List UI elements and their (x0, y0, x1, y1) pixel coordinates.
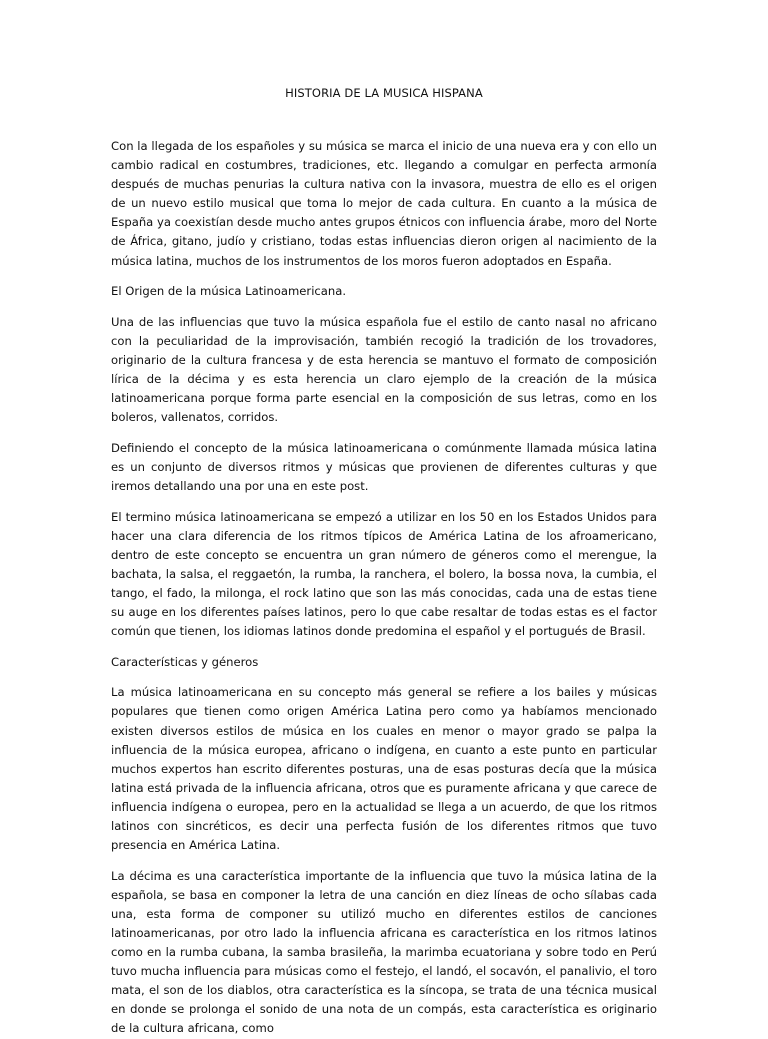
paragraph-decima: La décima es una característica importante de la influencia que tuvo la música latina de la española, se basa en componer la letra de una canción en diez líneas de ocho sílabas cada una, esta forma de componer su utilizó mucho en diferentes estilos de canciones latinoamericanas, por otro lado la influencia africana es característica en los ritmos latinos como en la rumba cubana, la samba brasileña, la marimba ecuatoriana y sobre todo en Perú tuvo mucha influencia para músicas como el festejo, el landó, el socavón, el panalivio, el toro mata, el son de los diablos, otra característica es la síncopa, se trata de una técnica musical en donde se prolonga el sonido de una nota de un compás, esta característica es originario de la cultura africana, como (111, 868, 657, 1036)
paragraph-termino: El termino música latinoamericana se empezó a utilizar en los 50 en los Estados Unidos para hacer una clara diferencia de los ritmos típicos de América Latina de los afroamericano, dentro de este concepto se encuentra un gran número de géneros como el merengue, la bachata, la salsa, el reggaetón, la rumba, la ranchera, el bolero, la bossa nova, la cumbia, el tango, el fado, la milonga, el rock latino que son las más conocidas, cada una de estas tiene su auge en los diferentes países latinos, pero lo que cabe resaltar de todas estas es el factor común que tienen, los idiomas latinos donde predomina el español y el portugués de Brasil. (111, 509, 657, 639)
document-title: HISTORIA DE LA MUSICA HISPANA (285, 86, 483, 100)
paragraph-intro: Con la llegada de los españoles y su música se marca el inicio de una nueva era y con ello un cambio radical en costumbres, tradiciones, etc. llegando a comulgar en perfecta armonía después de muchas penurias la cultura nativa con la invasora, muestra de ello es el origen de un nuevo estilo musical que toma lo mejor de cada cultura. En cuanto a la música de España ya coexistían desde mucho antes grupos étnicos con influencia árabe, moro del Norte de África, gitano, judío y cristiano, todas estas influencias dieron origen al nacimiento de la música latina, muchos de los instrumentos de los moros fueron adoptados en España. (111, 139, 657, 268)
section-heading-origen: El Origen de la música Latinoamericana. (111, 284, 347, 299)
paragraph-definicion: Definiendo el concepto de la música latinoamericana o comúnmente llamada música latina es un conjunto de diversos ritmos y músicas que provienen de diferentes culturas y que iremos detallando una por una en este post. (111, 440, 657, 493)
section-heading-caracteristicas: Características y géneros (111, 654, 259, 669)
paragraph-concepto-general: La música latinoamericana en su concepto más general se refiere a los bailes y músicas populares que tienen como origen América Latina pero como ya habíamos mencionado existen diversos estilos de música en los cuales en menor o mayor grado se palpa la influencia de la música europea, africano o indígena, en cuanto a este punto en particular muchos expertos han escrito diferentes posturas, una de esas posturas decía que la música latina está privada de la influencia africana, otros que es puramente africana y que carece de influencia indígena o europea, pero en la actualidad se llega a un acuerdo, de que los ritmos latinos con sincréticos, es decir una perfecta fusión de los diferentes ritmos que tuvo presencia en América Latina. (111, 685, 657, 853)
paragraph-influencias: Una de las influencias que tuvo la música española fue el estilo de canto nasal no africano con la peculiaridad de la improvisación, también recogió la tradición de los trovadores, originario de la cultura francesa y de esta herencia se mantuvo el formato de composición lírica de la décima y es esta herencia un claro ejemplo de la creación de la música latinoamericana porque forma parte esencial en la composición de sus letras, como en los boleros, vallenatos, corridos. (111, 314, 657, 425)
document-body (111, 137, 657, 1039)
